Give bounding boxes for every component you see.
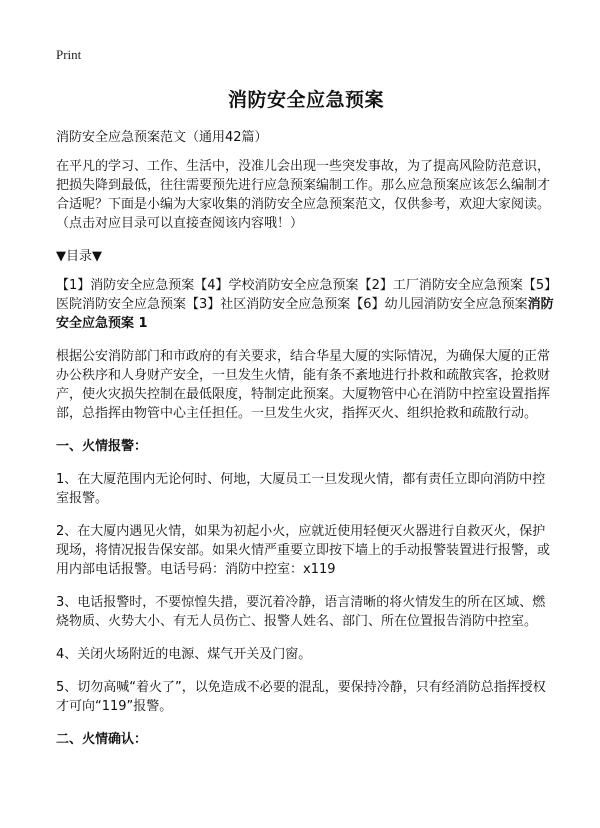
- document-page: [56, 44, 556, 763]
- table-of-contents: [56, 276, 556, 333]
- page-title: 消防安全应急预案: [227, 89, 384, 111]
- list-item: 3、电话报警时，不要惊惶失措，要沉着冷静，语言清晰的将火情发生的所在区域、燃烧物质、火势大小、有无人员伤亡、报警人姓名、部门、所在位置报告消防中控室。: [56, 595, 546, 629]
- body-paragraph: 根据公安消防部门和市政府的有关要求，结合华星大厦的实际情况，为确保大厦的正常办公秩序和人身财产安全，一旦发生火情，能有条不紊地进行扑救和疏散宾客，抢救财产，使火灾损失控制在最低限度，特制定此预案。大厦物管中心在消防中控室设置指挥部，总指挥由物管中心主任担任。一旦发生火灾，指挥灭火、组织抢救和疏散行动。: [56, 349, 551, 421]
- list-item: 5、切勿高喊“着火了”，以免造成不必要的混乱，要保持冷静，只有经消防总指挥授权才可向“119”报警。: [56, 680, 546, 714]
- document-subtitle: 消防安全应急预案范文（通用42篇）: [56, 130, 268, 145]
- toc-label: ▼目录▼: [56, 249, 102, 264]
- toc-item-4[interactable]: 【4】学校消防安全应急预案: [194, 278, 359, 293]
- toc-item-6[interactable]: 【6】幼儿园消防安全应急预案: [350, 297, 528, 312]
- list-item: 1、在大厦范围内无论何时、何地，大厦员工一旦发现火情，都有责任立即向消防中控室报警。: [56, 472, 546, 506]
- toc-item-3[interactable]: 【3】社区消防安全应急预案: [186, 297, 351, 312]
- toc-current-section: 消防安全应急预案 1: [56, 297, 554, 331]
- section-heading-fire-alarm: 一、火情报警：: [56, 439, 148, 454]
- toc-item-5[interactable]: 【5】医院消防安全应急预案: [56, 278, 551, 312]
- list-item: 4、关闭火场附近的电源、煤气开关及门窗。: [56, 647, 312, 662]
- intro-paragraph: 在平凡的学习、工作、生活中，没准儿会出现一些突发事故，为了提高风险防范意识，把损失降到最低，往往需要预先进行应急预案编制工作。那么应急预案应该怎么编制才合适呢？下面是小编为大家收集的消防安全应急预案范文，仅供参考，欢迎大家阅读。（点击对应目录可以直接查阅该内容哦！）: [56, 159, 551, 231]
- print-link[interactable]: Print: [56, 47, 82, 62]
- toc-item-2[interactable]: 【2】工厂消防安全应急预案: [358, 278, 523, 293]
- toc-item-1[interactable]: 【1】消防安全应急预案: [56, 278, 195, 293]
- list-item: 2、在大厦内遇见火情，如果为初起小火，应就近使用轻便灭火器进行自救灭火，保护现场，将情况报告保安部。如果火情严重要立即按下墙上的手动报警装置进行报警，或用内部电话报警。电话号码：消防中控室：x119: [56, 524, 551, 577]
- section-heading-fire-confirm: 二、火情确认：: [56, 732, 148, 747]
